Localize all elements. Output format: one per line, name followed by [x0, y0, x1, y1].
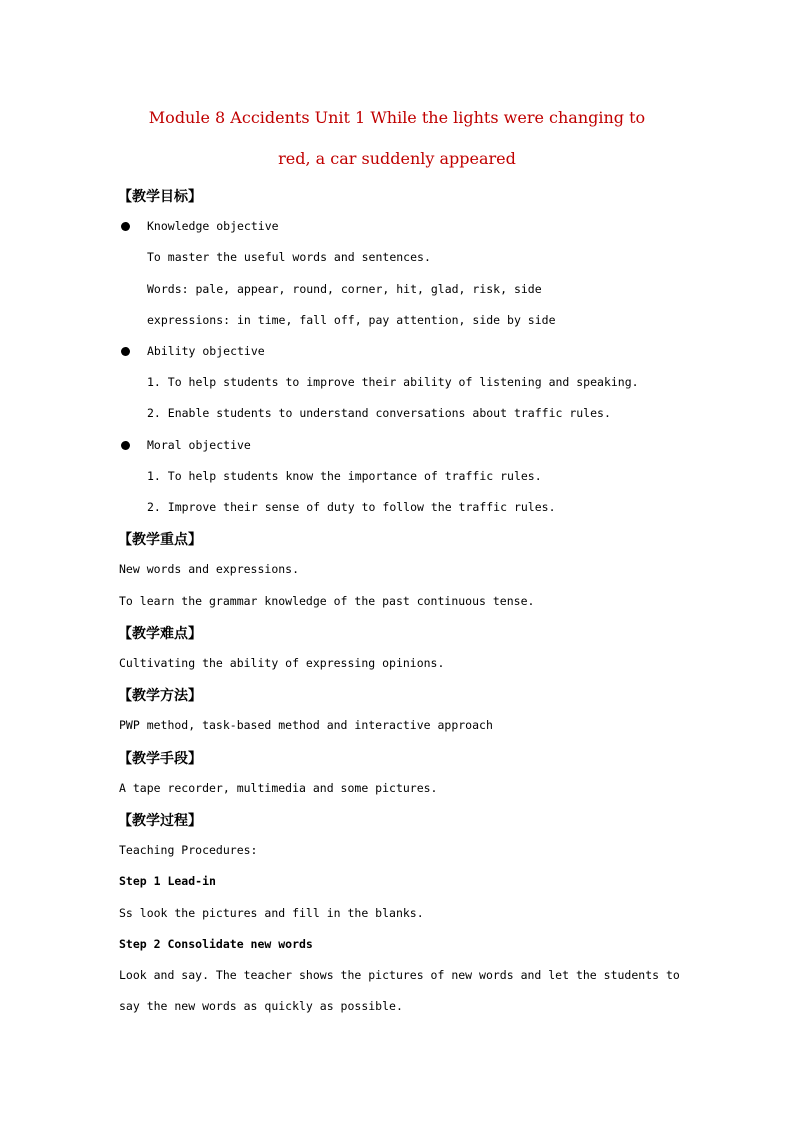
methods-line-1: PWP method, task-based method and interactive approach [119, 718, 493, 732]
bullet-icon [121, 347, 130, 356]
step-1-title: Step 1 Lead-in [119, 874, 216, 888]
section-heading-methods: 【教学方法】 [118, 688, 202, 704]
step-2-title: Step 2 Consolidate new words [119, 937, 313, 951]
knowledge-objective-label: Knowledge objective [147, 219, 279, 233]
section-heading-key-points: 【教学重点】 [118, 532, 202, 548]
ability-objective-label: Ability objective [147, 344, 265, 358]
section-heading-process: 【教学过程】 [118, 813, 202, 829]
moral-line-1: 1. To help students know the importance of traffic rules. [147, 469, 542, 483]
document-title-line-2: red, a car suddenly appeared [278, 149, 516, 168]
bullet-icon [121, 222, 130, 231]
step-2-line-1: Look and say. The teacher shows the pictures of new words and let the students to [119, 968, 680, 982]
ability-line-2: 2. Enable students to understand conversations about traffic rules. [147, 406, 611, 420]
process-intro: Teaching Procedures: [119, 843, 258, 857]
bullet-icon [121, 441, 130, 450]
knowledge-line-2: Words: pale, appear, round, corner, hit, glad, risk, side [147, 282, 542, 296]
key-points-line-1: New words and expressions. [119, 562, 300, 576]
key-points-line-2: To learn the grammar knowledge of the past continuous tense. [119, 594, 535, 608]
section-heading-objectives: 【教学目标】 [118, 189, 202, 205]
section-heading-difficulties: 【教学难点】 [118, 626, 202, 642]
step-1-line-1: Ss look the pictures and fill in the blanks. [119, 906, 424, 920]
means-line-1: A tape recorder, multimedia and some pictures. [119, 781, 438, 795]
knowledge-line-1: To master the useful words and sentences. [147, 250, 431, 264]
difficulties-line-1: Cultivating the ability of expressing opinions. [119, 656, 445, 670]
document-title-line-1: Module 8 Accidents Unit 1 While the lights were changing to [148, 108, 646, 127]
moral-line-2: 2. Improve their sense of duty to follow the traffic rules. [147, 500, 556, 514]
step-2-line-2: say the new words as quickly as possible. [119, 999, 403, 1013]
moral-objective-label: Moral objective [147, 438, 251, 452]
knowledge-line-3: expressions: in time, fall off, pay attention, side by side [147, 313, 556, 327]
section-heading-means: 【教学手段】 [118, 751, 202, 767]
ability-line-1: 1. To help students to improve their ability of listening and speaking. [147, 375, 639, 389]
